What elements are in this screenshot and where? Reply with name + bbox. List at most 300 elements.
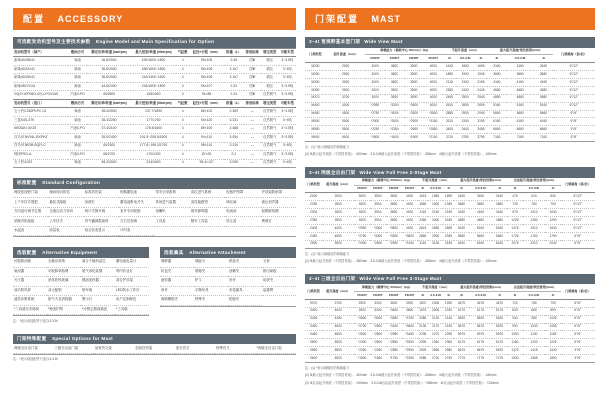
table-cell: 475 bbox=[507, 193, 522, 201]
table-cell: Z500 bbox=[305, 240, 322, 248]
table-cell: *2980 bbox=[386, 331, 402, 339]
table-cell: 7175 bbox=[454, 355, 469, 363]
mast-row bbox=[305, 126, 595, 134]
table-cell: 1905 bbox=[428, 299, 443, 307]
table-cell: 3~3.5吨 bbox=[279, 57, 296, 66]
column-subheader: 4t bbox=[545, 292, 561, 300]
grid-item: 用户定制颜色 bbox=[115, 296, 149, 306]
table-cell: 5675 bbox=[454, 323, 469, 331]
table-cell: 3150 bbox=[456, 118, 475, 126]
table-cell: M350 bbox=[305, 86, 326, 94]
grid-item: 带安全带座椅 bbox=[155, 189, 190, 199]
grid-item: 加高挡货架 bbox=[134, 344, 174, 354]
table-cell: 36.8/2500 bbox=[87, 57, 131, 66]
table-cell: 5675 bbox=[492, 323, 508, 331]
table-cell: 2555 bbox=[428, 347, 443, 355]
standard-title-cn: 标准配置 bbox=[17, 180, 37, 186]
table-cell: 3000 bbox=[354, 193, 370, 201]
item-grid bbox=[13, 189, 296, 238]
table-cell: 4 bbox=[176, 125, 189, 134]
table-cell: 3800 bbox=[386, 201, 402, 209]
table-cell: 1650 bbox=[456, 63, 475, 71]
table-cell: 柴油 bbox=[68, 116, 87, 125]
table-cell: 1975 bbox=[418, 307, 428, 315]
column-header: 发动机型号（进口） bbox=[13, 99, 68, 108]
table-cell: 国Ⅲ bbox=[244, 65, 261, 74]
table-cell: 1790 bbox=[545, 232, 561, 240]
column-header: 额定功率/转速 (kw/rpm) bbox=[87, 48, 131, 57]
table-cell: 1510 bbox=[523, 224, 546, 232]
table-cell: 2745 bbox=[443, 355, 454, 363]
column-header: 承载能力（载荷中心 500mm）(kg) bbox=[365, 48, 443, 55]
column-subheader: 4t bbox=[492, 185, 508, 193]
mast-header-group-row bbox=[305, 48, 595, 55]
table-cell: 2085 bbox=[418, 315, 428, 323]
mast-row bbox=[305, 102, 595, 110]
table-cell: *2600 bbox=[370, 240, 386, 248]
table-cell: 4880 bbox=[487, 94, 506, 102]
grid-item: *锂盖护网 bbox=[47, 306, 81, 316]
grid-item: 宽敞司机踏板 bbox=[13, 217, 48, 227]
table-cell: 6160 bbox=[506, 118, 534, 126]
column-header: 门架倾角（前/后） bbox=[553, 48, 595, 63]
table-cell: 自然吸气 bbox=[261, 91, 279, 100]
engine-table-host bbox=[13, 48, 296, 168]
table-cell: NISSAN GK25 bbox=[13, 125, 68, 134]
table-cell: 4000 bbox=[424, 63, 443, 71]
table-cell: 自然吸气 bbox=[261, 125, 279, 134]
table-cell: 3405 bbox=[443, 126, 456, 134]
table-cell: 190/1600~1800 bbox=[131, 57, 176, 66]
table-cell: 2.2 bbox=[224, 151, 244, 160]
table-cell: 4000 bbox=[424, 71, 443, 79]
table-cell: 2900 bbox=[354, 299, 370, 307]
grid-item: 工具盒 bbox=[155, 217, 190, 227]
table-cell: 2295 bbox=[443, 331, 454, 339]
table-cell: 4000 bbox=[424, 86, 443, 94]
table-cell: *2700 bbox=[354, 323, 370, 331]
table-cell: 4000 bbox=[402, 224, 418, 232]
table-cell: *3800 bbox=[402, 232, 418, 240]
note-line: (2) 3t最大起升高度（不带挡货架）：-600mm 3.5-3.8t最大起升高度（不带挡货架）：-380mm 4t最大起升高度（不带挡货架）：-340mm bbox=[305, 152, 497, 157]
table-cell: 3000 bbox=[365, 71, 384, 79]
engine-row bbox=[13, 134, 296, 143]
mast-table-title bbox=[305, 167, 595, 178]
table-cell: 4675 bbox=[492, 299, 508, 307]
table-cell: 新柴4D28K41 bbox=[13, 57, 68, 66]
table-cell: 4 bbox=[176, 74, 189, 83]
table-cell: 1155 bbox=[545, 331, 561, 339]
table-cell: 5660 bbox=[492, 232, 508, 240]
table-cell: 3800 bbox=[402, 307, 418, 315]
table-cell: 3°/6° bbox=[553, 134, 595, 142]
column-subheader: FD40T bbox=[424, 55, 443, 63]
special-mast-note: 注：*表示该选配件只适合3-3.5t bbox=[13, 357, 58, 362]
table-cell: 790 bbox=[545, 201, 561, 209]
mast-row bbox=[305, 232, 595, 240]
table-cell: 3500 bbox=[385, 78, 404, 86]
table-cell: 6°/6° bbox=[561, 339, 595, 347]
engine-row bbox=[13, 142, 296, 151]
item-grid bbox=[160, 258, 296, 307]
mast-table bbox=[305, 48, 595, 142]
table-cell: *3300 bbox=[404, 110, 423, 118]
table-cell: *2600 bbox=[385, 118, 404, 126]
table-cell: 4680 bbox=[487, 86, 506, 94]
table-cell: 5160 bbox=[534, 102, 553, 110]
column-subheader: FD38T bbox=[386, 185, 402, 193]
table-cell: 1695 bbox=[474, 63, 487, 71]
column-header: 门架类型 bbox=[305, 48, 326, 63]
table-cell: 自然吸气 bbox=[261, 108, 279, 117]
special-mast-title bbox=[13, 334, 296, 345]
mast-table-title-en: Wide View Full Free 3-Stage Mast bbox=[359, 276, 442, 282]
column-header: 燃油方式 bbox=[68, 48, 87, 57]
grid-item: 烟箱夹 bbox=[194, 268, 228, 278]
table-cell: 4000 bbox=[402, 201, 418, 209]
grid-item: 离合干燥机滤芯 bbox=[81, 258, 115, 268]
table-cell: 1225 bbox=[507, 217, 522, 225]
table-cell: 3.319 bbox=[224, 142, 244, 151]
table-cell: 94×110 bbox=[189, 134, 224, 143]
engine-section-title bbox=[13, 37, 296, 48]
table-cell: *2850 bbox=[424, 126, 443, 134]
alt-equipment-title-cn: 选装配置 bbox=[17, 249, 37, 255]
table-cell: *1500 bbox=[354, 355, 370, 363]
grid-item: 悬挂式踏板 bbox=[48, 198, 83, 208]
table-cell: — bbox=[244, 159, 261, 168]
table-cell: 86×102 bbox=[189, 108, 224, 117]
table-cell: *3450 bbox=[386, 307, 402, 315]
table-cell: S400 bbox=[305, 307, 322, 315]
engine-row bbox=[13, 125, 296, 134]
table-cell: Z450 bbox=[305, 232, 322, 240]
accessory-banner-cn: 配置 bbox=[23, 14, 46, 24]
table-cell: 1415 bbox=[523, 347, 546, 355]
table-cell: 87×92 bbox=[189, 151, 224, 160]
grid-item: 串杆 bbox=[160, 287, 194, 297]
table-cell: 3~4吨 bbox=[279, 142, 296, 151]
column-subheader: FD35T bbox=[385, 55, 404, 63]
grid-item: 特殊夹 bbox=[194, 296, 228, 306]
column-header: 发动机型号（国产） bbox=[13, 48, 68, 57]
grid-item: 可脱卸草胎网 bbox=[47, 268, 81, 278]
table-cell: 3500 bbox=[370, 209, 386, 217]
table-cell: 3000 bbox=[365, 86, 384, 94]
grid-item: 带气囊减震座椅 bbox=[84, 217, 119, 227]
table-cell: 增压 bbox=[261, 82, 279, 91]
table-cell: 1375 bbox=[507, 347, 522, 355]
table-cell: 6°/6° bbox=[561, 331, 595, 339]
table-cell: 3800 bbox=[404, 63, 423, 71]
mast-row bbox=[305, 134, 595, 142]
table-cell: 2235 bbox=[418, 331, 428, 339]
note-line: 注：(1) *表示减载后的承载能力 bbox=[305, 145, 350, 150]
standard-title-en: Standard Configuration bbox=[42, 180, 101, 186]
table-cell: 3500 bbox=[385, 71, 404, 79]
table-cell: 4 bbox=[176, 65, 189, 74]
table-cell: 3500 bbox=[326, 86, 365, 94]
mast-row bbox=[305, 71, 595, 79]
table-cell: 1440 bbox=[545, 347, 561, 355]
table-cell: 3000 bbox=[322, 209, 354, 217]
grid-item: 尾气净化装置 bbox=[81, 268, 115, 278]
item-grid bbox=[13, 344, 296, 355]
mast-header-group-row bbox=[305, 284, 595, 291]
grid-item: 纸卷夹 bbox=[228, 258, 262, 268]
table-cell: M600 bbox=[305, 134, 326, 142]
table-cell: 5000 bbox=[322, 339, 354, 347]
table-cell: *3300 bbox=[386, 232, 402, 240]
alt-attachment-title bbox=[160, 247, 296, 258]
table-cell: 36.8/2500 bbox=[87, 74, 131, 83]
table-cell: 2400 bbox=[456, 86, 475, 94]
grid-item: 燃油加热器 bbox=[81, 277, 115, 287]
mast-row bbox=[305, 323, 595, 331]
mast-table-notes bbox=[305, 145, 595, 157]
table-cell: 4160 bbox=[469, 209, 492, 217]
column-header: 门架倾角（前/后） bbox=[561, 178, 595, 193]
engine-header-row bbox=[13, 48, 296, 57]
table-cell: 5175 bbox=[454, 307, 469, 315]
table-cell: 4000 bbox=[402, 209, 418, 217]
alt-equipment-title bbox=[13, 247, 149, 258]
column-subheader: 4t bbox=[443, 185, 454, 193]
column-header: 排量（L） bbox=[224, 48, 244, 57]
table-cell: 1945 bbox=[474, 71, 487, 79]
table-cell: 95×105 bbox=[189, 57, 224, 66]
grid-item: 推出垛板 bbox=[262, 268, 296, 278]
table-cell: 2120 bbox=[428, 315, 443, 323]
table-cell: 6660 bbox=[487, 126, 506, 134]
grid-item: 全液压动力转向 bbox=[48, 208, 83, 218]
note-line: (2) 3t最大起升高度（不带挡货架）：-400mm 3.5-3.8t最大起升高度（不带挡货架）：-365mm 4t最大起升高度（不带挡货架）：-340mm bbox=[305, 373, 497, 378]
table-cell: 4675 bbox=[469, 299, 492, 307]
table-cell: 柴油 bbox=[68, 159, 87, 168]
grid-item: 标准挡货架 bbox=[84, 189, 119, 199]
grid-item: 常闭进气装置 bbox=[155, 198, 190, 208]
table-cell: 765 bbox=[523, 299, 546, 307]
mast-table-title-en: Wide View Mast bbox=[364, 39, 403, 45]
table-cell: 4680 bbox=[506, 86, 534, 94]
column-subheader: FD40T bbox=[402, 292, 418, 300]
table-cell: 990 bbox=[507, 323, 522, 331]
column-subheader: FD38T bbox=[386, 292, 402, 300]
grid-item: 双元配制 bbox=[47, 287, 81, 297]
table-cell: 5160 bbox=[454, 224, 469, 232]
table-cell: — bbox=[244, 108, 261, 117]
table-cell: 3795 bbox=[474, 134, 487, 142]
table-cell: 2305 bbox=[418, 339, 428, 347]
accessory-banner bbox=[13, 8, 296, 30]
table-cell: 6°/6° bbox=[561, 315, 595, 323]
mast-table-notes bbox=[305, 366, 595, 385]
column-header: 门架类型 bbox=[305, 178, 322, 193]
table-cell: 2445 bbox=[443, 217, 454, 225]
mast-table-title-cn: 3~4t 两级全自由门架 bbox=[309, 169, 356, 175]
table-cell: 4160 bbox=[534, 78, 553, 86]
column-subheader: 3t bbox=[507, 185, 522, 193]
mast-row bbox=[305, 331, 595, 339]
table-cell: 95.4×107 bbox=[189, 159, 224, 168]
note-line: 注：(1) *表示减载后的承载能力 bbox=[305, 366, 350, 371]
table-cell: 五十铃C240PKPC-01 bbox=[13, 108, 68, 117]
table-cell: 2150 bbox=[428, 209, 443, 217]
mast-table-section-3 bbox=[305, 274, 595, 386]
table-cell: 5675 bbox=[469, 323, 492, 331]
grid-item: 雨刮器 bbox=[13, 268, 47, 278]
table-cell: 4500 bbox=[326, 110, 365, 118]
table-cell: 4680 bbox=[469, 217, 492, 225]
table-cell: 汽油/LPG bbox=[68, 91, 87, 100]
table-cell: 170/2400 bbox=[131, 151, 176, 160]
column-header: 可配车型 bbox=[279, 48, 296, 57]
table-cell: S550 bbox=[305, 347, 322, 355]
table-cell: 5525 bbox=[454, 315, 469, 323]
grid-item: 电瓶护围罩 bbox=[225, 189, 260, 199]
grid-item: 排气火花消除器 bbox=[47, 296, 81, 306]
table-cell: *3000 bbox=[385, 110, 404, 118]
column-subheader: 3.5-3.8t bbox=[523, 292, 546, 300]
table-cell: 2685 bbox=[418, 355, 428, 363]
column-header: 气缸数 bbox=[176, 99, 189, 108]
table-cell: 1900 bbox=[428, 201, 443, 209]
standard-config-grid bbox=[13, 189, 296, 238]
table-cell: 4800 bbox=[322, 331, 354, 339]
table-cell: 5175 bbox=[492, 307, 508, 315]
table-cell: 40/2800 bbox=[87, 91, 131, 100]
note-line: (3) 3t自由起升高度（不带挡货架）：+400mm 3.5-3.8t自由起升高度（不带挡货架）：+365mm 4t自由起升高度（不带挡货架）：+340mm bbox=[305, 380, 499, 385]
table-cell: 1565 bbox=[523, 355, 546, 363]
table-cell: *3300 bbox=[402, 339, 418, 347]
table-cell: 6°/12° bbox=[561, 217, 595, 225]
mast-table-notes bbox=[305, 252, 595, 264]
table-cell: 4000 bbox=[402, 193, 418, 201]
column-subheader: 3t bbox=[454, 292, 469, 300]
table-cell: 5160 bbox=[506, 102, 534, 110]
table-cell: 6175 bbox=[469, 339, 492, 347]
column-subheader: 4t bbox=[492, 292, 508, 300]
table-cell: 新柴4D32V41 bbox=[13, 65, 68, 74]
table-cell: 6°/6° bbox=[553, 110, 595, 118]
table-cell: 2195 bbox=[443, 323, 454, 331]
table-cell: 2500 bbox=[326, 71, 365, 79]
grid-item: 倒车镜 bbox=[81, 287, 115, 297]
table-cell: 5160 bbox=[492, 224, 508, 232]
grid-item: 可脱卸油箱 bbox=[13, 258, 47, 268]
table-cell: 975 bbox=[507, 209, 522, 217]
table-cell: *3280 bbox=[386, 315, 402, 323]
table-cell: 1615 bbox=[418, 193, 428, 201]
table-cell: 1160 bbox=[507, 339, 522, 347]
grid-item: 特殊货叉 bbox=[215, 344, 255, 354]
table-cell: 1725 bbox=[507, 232, 522, 240]
table-cell: *2950 bbox=[354, 224, 370, 232]
table-cell: 1865 bbox=[443, 71, 456, 79]
engine-row bbox=[13, 65, 296, 74]
table-cell: 1695 bbox=[443, 193, 454, 201]
table-cell: 2500 bbox=[456, 94, 475, 102]
engine-header-row bbox=[13, 99, 296, 108]
table-cell: 3000 bbox=[354, 209, 370, 217]
table-cell: *3150 bbox=[402, 240, 418, 248]
grid-item: 左右后视镜 bbox=[119, 217, 154, 227]
grid-item: 液压消声器 bbox=[261, 198, 296, 208]
table-cell: 2865 bbox=[418, 232, 428, 240]
table-cell: 2500 bbox=[322, 201, 354, 209]
column-header: 缸径×行程（mm） bbox=[189, 48, 224, 57]
table-cell: 3800 bbox=[404, 78, 423, 86]
table-cell: 1130 bbox=[523, 331, 546, 339]
alt-attachment-title-en: Alternative Attachment bbox=[189, 249, 246, 255]
table-cell: 4 bbox=[176, 57, 189, 66]
column-header: 自由起升高度(带挡货架)(mm) bbox=[507, 178, 561, 185]
column-subheader: 3t bbox=[418, 292, 428, 300]
table-cell: *3000 bbox=[370, 232, 386, 240]
mast-row bbox=[305, 299, 595, 307]
table-cell: 4000 bbox=[424, 78, 443, 86]
table-cell: 3160 bbox=[534, 63, 553, 71]
table-cell: 2040 bbox=[545, 240, 561, 248]
grid-item: 吊杆 bbox=[228, 277, 262, 287]
table-cell: 98×105 bbox=[189, 74, 224, 83]
column-header: 最大起升高度(带挡货架)(mm) bbox=[487, 48, 553, 55]
column-header: 门架类型 bbox=[305, 284, 322, 299]
mast-table-title-cn: 3~4t 宽视野基本型门架 bbox=[309, 39, 361, 45]
table-cell: 2170 bbox=[428, 323, 443, 331]
table-cell: 6°/6° bbox=[561, 323, 595, 331]
table-cell: 1055 bbox=[545, 323, 561, 331]
table-cell: 178.5/1600 bbox=[131, 125, 176, 134]
table-cell: *1750 bbox=[386, 355, 402, 363]
grid-item: 全悬浮座椅 bbox=[47, 258, 81, 268]
column-header: 起升高度（mm） bbox=[326, 48, 365, 63]
grid-item: 布卷属具 bbox=[228, 287, 262, 297]
table-cell: 3500 bbox=[385, 63, 404, 71]
table-cell: 3680 bbox=[506, 71, 534, 79]
grid-item: 三级全自由门架 bbox=[53, 344, 93, 354]
table-cell: 3~4吨 bbox=[279, 65, 296, 74]
table-cell: 5525 bbox=[469, 315, 492, 323]
table-cell: 5000 bbox=[322, 240, 354, 248]
table-cell: Z250 bbox=[305, 201, 322, 209]
table-cell: 2115 bbox=[418, 209, 428, 217]
table-cell: 6675 bbox=[469, 347, 492, 355]
table-cell: 自然吸气 bbox=[261, 159, 279, 168]
note-line: 注：(1) *表示减载后的承载能力 bbox=[305, 251, 350, 256]
mast-table-title-cn: 3~4t 三级全自由门架 bbox=[309, 276, 356, 282]
table-cell: S600 bbox=[305, 355, 322, 363]
mast-row bbox=[305, 110, 595, 118]
table-cell: 3800 bbox=[404, 94, 423, 102]
table-cell: 三菱S4S-4TK bbox=[13, 116, 68, 125]
table-cell: 6°/12° bbox=[553, 63, 595, 71]
table-cell: 4350 bbox=[322, 315, 354, 323]
grid-item: LED防水工作灯 bbox=[115, 287, 149, 297]
table-cell: 6°/12° bbox=[553, 94, 595, 102]
table-cell: 1005 bbox=[545, 315, 561, 323]
table-cell: 4 bbox=[176, 159, 189, 168]
table-cell: 890 bbox=[545, 307, 561, 315]
grid-item: 侧移器 bbox=[160, 258, 194, 268]
table-cell: M400 bbox=[305, 102, 326, 110]
table-cell: 3500 bbox=[370, 193, 386, 201]
mast-row bbox=[305, 118, 595, 126]
table-cell: 1010 bbox=[523, 209, 546, 217]
table-cell: 3800 bbox=[386, 193, 402, 201]
grid-item: 铅酸蓄电池 bbox=[119, 189, 154, 199]
mast-row bbox=[305, 339, 595, 347]
